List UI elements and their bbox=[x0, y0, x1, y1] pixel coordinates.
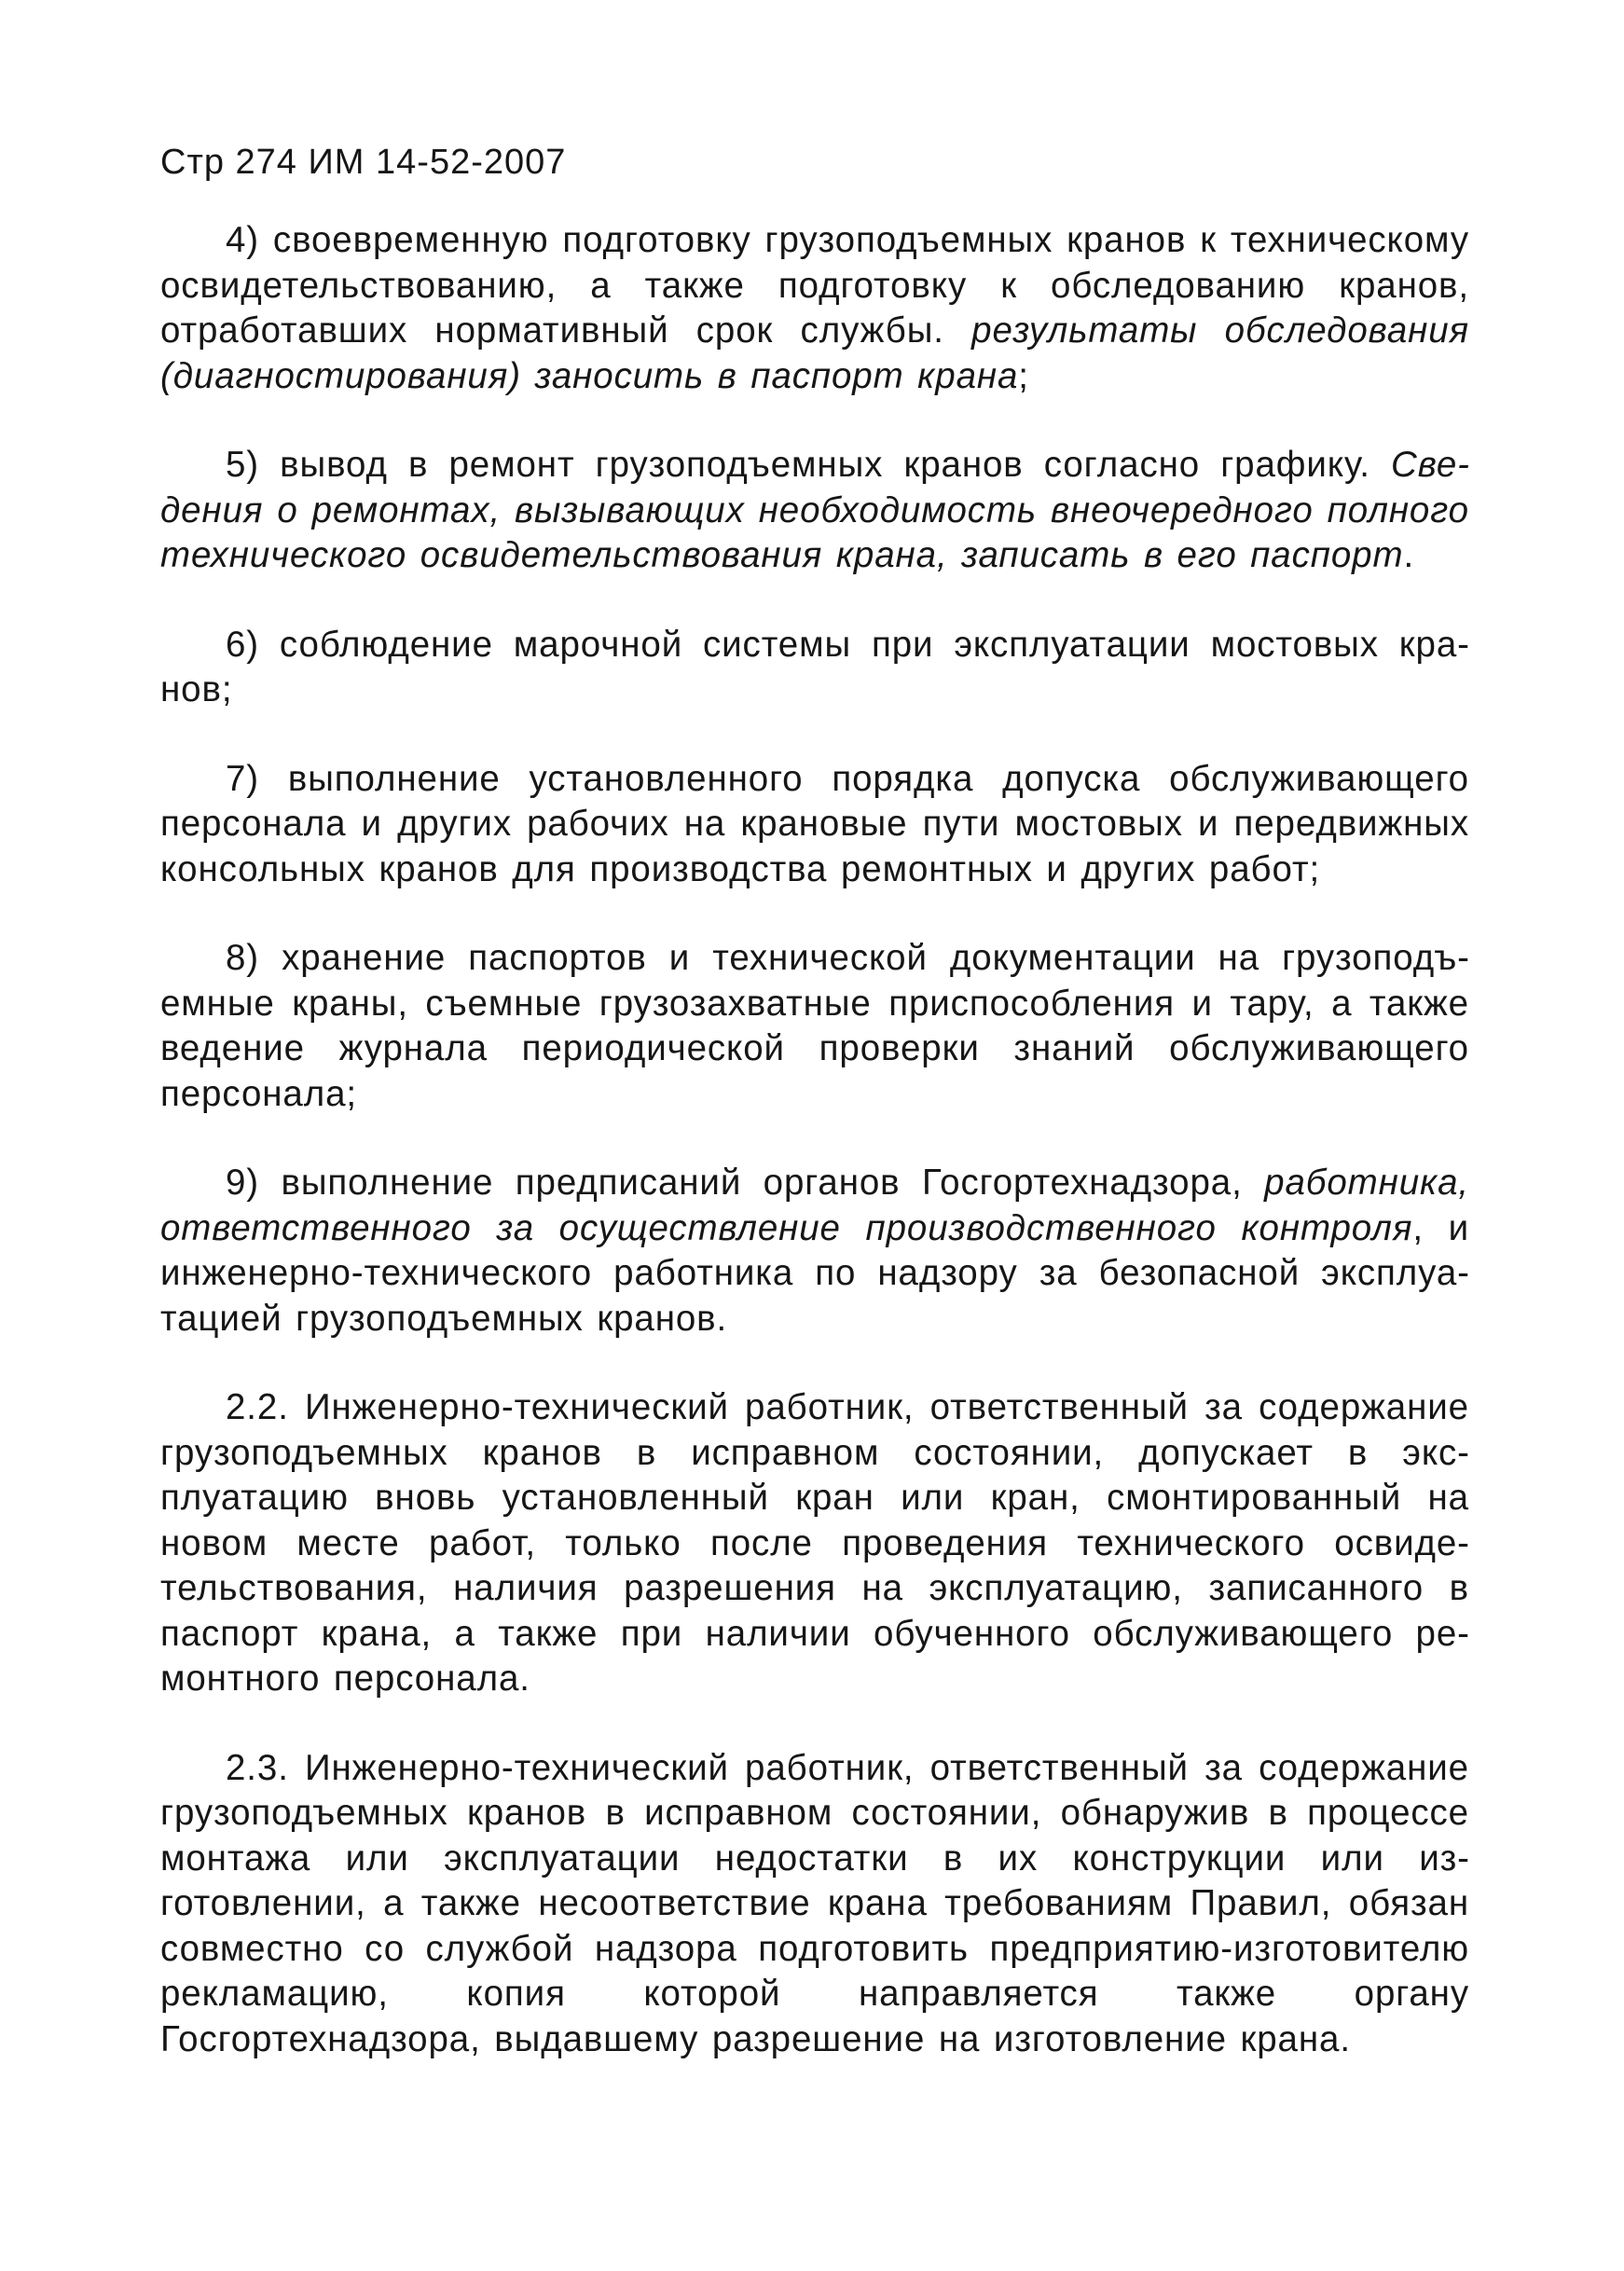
paragraph-section-2-2: 2.2. Инженерно-технический работник, ответственный за содержание грузоподъемных кранов в исправном состоянии, допускает в эксплуатацию вновь установленный кран или кран, смонтированный на новом месте работ, только после проведения технического освидетельствования, наличия разрешения на эксплуатацию, записанного в паспорт крана, а также при наличии обученного обслуживающего ремонтного персонала. bbox=[160, 1387, 1469, 1699]
paragraph-item-6: 6) соблюдение марочной системы при эксплуатации мостовых кранов; bbox=[160, 624, 1469, 709]
paragraph-item-9: 9) выполнение предписаний органов Госгортехнадзора, работника, ответственного за осуществление производственного контроля, и инженерно-технического работника по надзору за безопасной эксплуатацией грузоподъемных кранов. bbox=[160, 1163, 1469, 1339]
paragraph-item-4: 4) своевременную подготовку грузоподъемных кранов к техническому освидетельствованию, а также подготовку к обследованию кранов, отработавших нормативный срок службы. результаты обследования (диагностирования) заносить в паспорт крана; bbox=[160, 220, 1470, 396]
document-body bbox=[160, 218, 1469, 2106]
paragraph-item-8: 8) хранение паспортов и технической документации на грузоподъемные краны, съемные грузозахватные приспособления и тару, а также ведение журнала периодической проверки знаний обслуживающего персонала; bbox=[160, 938, 1469, 1114]
page-header: Стр 274 ИМ 14-52-2007 bbox=[160, 143, 567, 182]
paragraph-item-5: 5) вывод в ремонт грузоподъемных кранов согласно графику. Сведения о ремонтах, вызывающих необходимость внеочередного полного технического освидетельствования крана, записать в его паспорт. bbox=[160, 445, 1469, 575]
paragraph-item-7: 7) выполнение установленного порядка допуска обслуживающего персонала и других рабочих на крановые пути мостовых и передвижных консольных кранов для производства ремонтных и других работ; bbox=[160, 758, 1469, 889]
paragraph-section-2-3: 2.3. Инженерно-технический работник, ответственный за содержание грузоподъемных кранов в исправном состоянии, обнаружив в процессе монтажа или эксплуатации недостатки в их конструкции или изготовлении, а также несоответствие крана требованиям Правил, обязан совместно со службой надзора подготовить предприятию-изготовителю рекламацию, копия которой направляется также органу Госгортехнадзора, выдавшему разрешение на изготовление крана. bbox=[160, 1747, 1469, 2059]
